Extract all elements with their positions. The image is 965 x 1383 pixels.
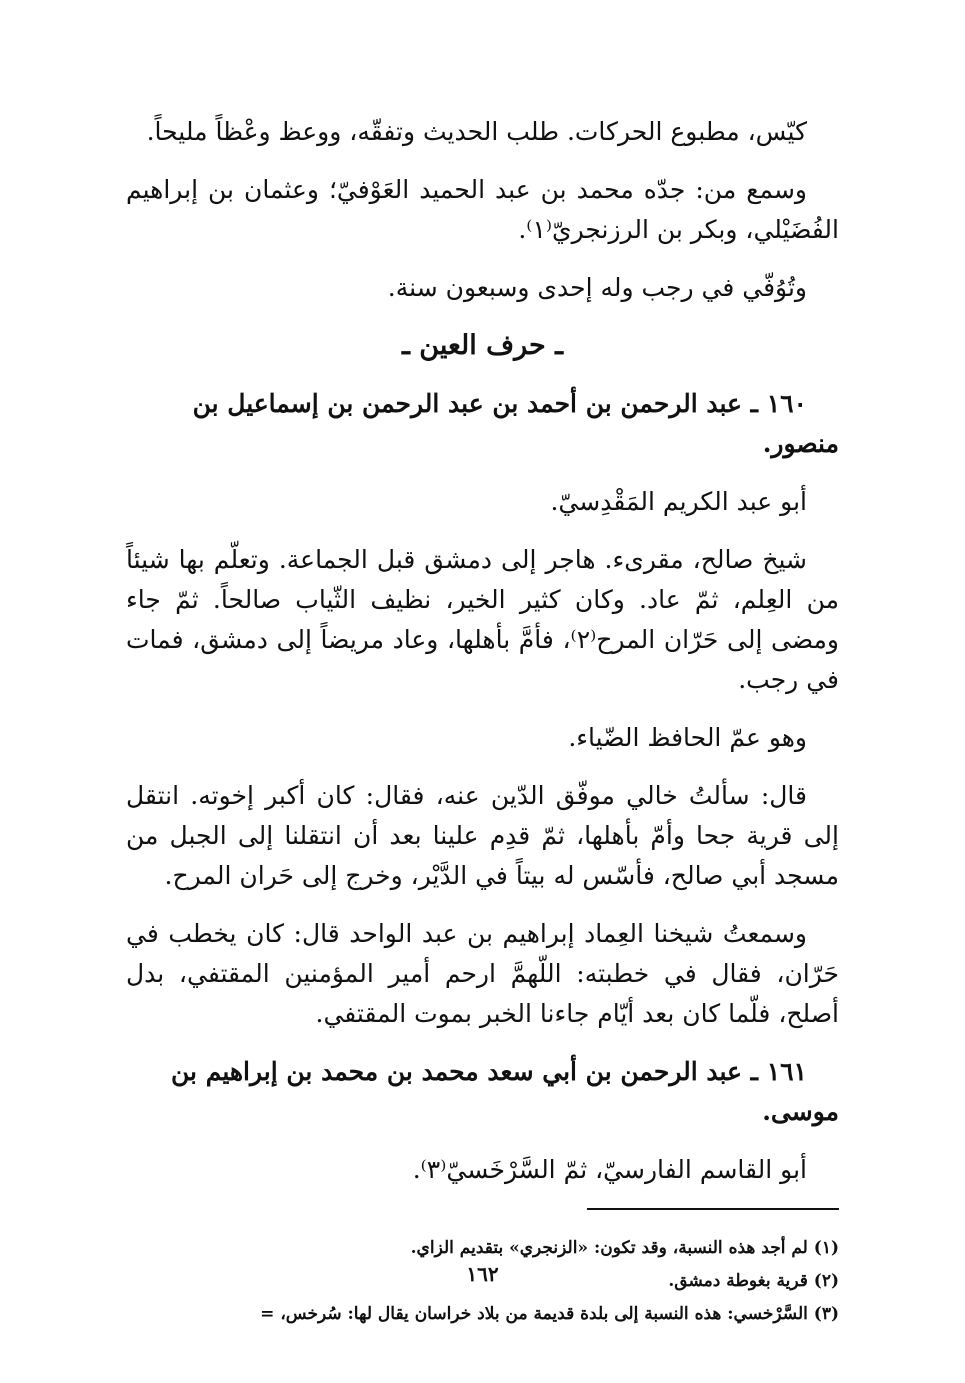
paragraph-2: وسمع من: جدّه محمد بن عبد الحميد العَوْفيّ؛ وعثمان بن إبراهيم الفُضَيْلي، وبكر بن الرزنجريّ⁽١⁾. — [126, 175, 839, 244]
paragraph-6: وهو عمّ الحافظ الضّياء. — [568, 723, 807, 752]
footnote-1: (١) لم أجد هذه النسبة، وقد تكون: «الزنجري» بتقديم الزاي. — [410, 1238, 839, 1258]
footnote-divider — [587, 1208, 839, 1210]
footnote-3: (٣) السَّرْخسي: هذه النسبة إلى بلدة قديمة من بلاد خراسان يقال لها: سُرخس، = — [260, 1304, 839, 1324]
paragraph-4: أبو عبد الكريم المَقْدِسيّ. — [550, 487, 807, 516]
paragraph-1: كيّس، مطبوع الحركات. طلب الحديث وتفقّه، ووعظ وعْظاً مليحاً. — [146, 117, 807, 146]
entry-161-title: ١٦١ ـ عبد الرحمن بن أبي سعد محمد بن محمد بن إبراهيم بن موسى. — [171, 1057, 839, 1126]
paragraph-9: أبو القاسم الفارسيّ، ثمّ السَّرْخَسيّ⁽٣⁾. — [412, 1155, 807, 1184]
entry-160-title: ١٦٠ ـ عبد الرحمن بن أحمد بن عبد الرحمن بن إسماعيل بن منصور. — [192, 389, 839, 458]
footnote-2: (٢) قرية بغوطة دمشق. — [668, 1271, 839, 1291]
page-number: ١٦٢ — [466, 1262, 499, 1286]
paragraph-5: شيخ صالح، مقرىء. هاجر إلى دمشق قبل الجماعة. وتعلّم بها شيئاً من العِلم، ثمّ عاد. وكان كثير الخير، نظيف الثّياب صالحاً. ثمّ جاء ومضى إلى حَرّان المرح⁽٢⁾، فأمَّ بأهلها، وعاد مريضاً إلى دمشق، فمات في رجب. — [126, 545, 839, 694]
paragraph-8: وسمعتُ شيخنا العِماد إبراهيم بن عبد الواحد قال: كان يخطب في حَرّان، فقال في خطبته: اللّهمَّ ارحم أمير المؤمنين المقتفي، بدل أصلح، فلّما كان بعد أيّام جاءنا الخبر بموت المقتفي. — [126, 919, 839, 1028]
paragraph-3: وتُوُفّي في رجب وله إحدى وسبعون سنة. — [387, 273, 807, 302]
paragraph-7: قال: سألتُ خالي موفّق الدّين عنه، فقال: كان أكبر إخوته. انتقل إلى قرية جحا وأمّ بأهلها، ثمّ قدِم علينا بعد أن انتقلنا إلى الجبل من مسجد أبي صالح، فأسّس له بيتاً في الدَّيْر، وخرج إلى حَران المرح. — [126, 781, 839, 890]
section-heading: ـ حرف العين ـ — [401, 330, 564, 361]
